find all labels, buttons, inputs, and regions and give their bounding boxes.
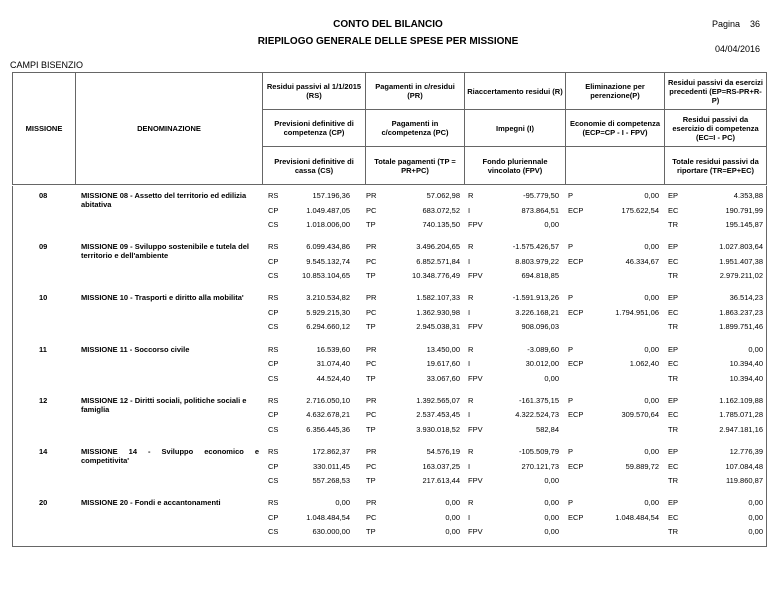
header-cell: Fondo pluriennale vincolato (FPV) [465, 147, 566, 185]
value-cell: 0,00 [748, 512, 763, 522]
value-label: PR [366, 293, 377, 303]
value-label: PC [366, 307, 377, 317]
value-cell: 1.162.109,88 [719, 395, 763, 405]
value-label: CP [268, 307, 279, 317]
value-label: TR [668, 322, 678, 332]
value-label: P [568, 191, 574, 200]
value-cell: 1.027.803,64 [719, 242, 763, 252]
value-cell: 0,00 [445, 512, 460, 522]
value-cell: 740.135,50 [422, 220, 460, 229]
value-cell: 0,00 [644, 293, 659, 303]
value-label: CS [268, 373, 279, 383]
value-cell: 10.853.104,65 [302, 271, 350, 281]
value-label: TP [366, 527, 376, 537]
value-label: P [568, 395, 574, 405]
value-cell: 3.930.018,52 [416, 424, 460, 434]
value-label: CS [268, 271, 279, 281]
mission-row [13, 240, 766, 291]
value-cell: 0,00 [644, 242, 659, 252]
value-cell: 6.099.434,86 [306, 242, 350, 252]
header-cell: Totale residui passivi da riportare (TR=EP+EC) [665, 147, 767, 185]
value-label: ECP [568, 307, 584, 317]
value-cell: 10.394,40 [729, 373, 763, 383]
value-cell: -95.779,50 [523, 191, 559, 200]
value-label: R [468, 447, 474, 456]
value-cell: 694.818,85 [521, 271, 559, 281]
value-label: RS [268, 447, 279, 456]
value-label: TP [366, 220, 376, 229]
value-label: R [468, 242, 474, 252]
mission-code: 08 [39, 191, 48, 200]
value-cell: -105.509,79 [518, 447, 559, 456]
value-cell: 0,00 [544, 498, 559, 508]
value-label: CP [268, 461, 279, 471]
value-label: I [468, 307, 471, 317]
header-cell: Economie di competenza (ECP=CP - I - FPV) [566, 110, 665, 147]
value-cell: 172.862,37 [312, 447, 350, 456]
value-cell: 630.000,00 [312, 527, 350, 537]
value-cell: 30.012,00 [525, 359, 559, 369]
value-cell: 1.863.237,23 [719, 307, 763, 317]
value-label: EP [668, 447, 679, 456]
value-label: PR [366, 344, 377, 354]
mission-name: MISSIONE 09 - Sviluppo sostenibile e tutela del territorio e dell'ambiente [81, 242, 249, 261]
value-label: CP [268, 512, 279, 522]
value-cell: 8.803.979,22 [515, 256, 559, 266]
value-cell: 163.037,25 [422, 461, 460, 471]
value-cell: 10.348.776,49 [412, 271, 460, 281]
value-label: EP [668, 498, 679, 508]
mission-name: MISSIONE 20 - Fondi e accantonamenti [81, 498, 221, 508]
value-label: TR [668, 373, 678, 383]
value-label: EC [668, 205, 679, 215]
value-cell: 44.524,40 [316, 373, 350, 383]
value-label: PR [366, 242, 377, 252]
value-label: TP [366, 476, 376, 485]
value-label: FPV [468, 220, 483, 229]
value-cell: 873.864,51 [521, 205, 559, 215]
value-label: ECP [568, 410, 584, 420]
header-cell: Previsioni definitive di cassa (CS) [263, 147, 366, 185]
mission-name: MISSIONE 14 - Sviluppo economico e competitivita' [81, 447, 259, 465]
value-cell: 1.048.484,54 [615, 512, 659, 522]
value-label: FPV [468, 476, 483, 485]
value-cell: 309.570,64 [621, 410, 659, 420]
value-label: CP [268, 205, 279, 215]
value-label: RS [268, 293, 279, 303]
mission-name: MISSIONE 12 - Diritti sociali, politiche sociali e famiglia [81, 395, 247, 414]
value-label: PC [366, 512, 377, 522]
value-label: TR [668, 527, 678, 537]
page-label: Pagina [711, 19, 740, 29]
value-cell: 0,00 [544, 512, 559, 522]
value-label: ECP [568, 512, 584, 522]
value-label: ECP [568, 205, 584, 215]
value-label: I [468, 461, 471, 471]
value-cell: 0,00 [544, 527, 559, 537]
value-label: PC [366, 461, 377, 471]
value-cell: -1.591.913,26 [512, 293, 559, 303]
value-label: CS [268, 322, 279, 332]
value-label: R [468, 191, 474, 200]
value-label: PR [366, 498, 377, 508]
value-label: I [468, 205, 471, 215]
value-cell: 2.716.050,10 [306, 395, 350, 405]
value-cell: 0,00 [445, 527, 460, 537]
value-label: CS [268, 424, 279, 434]
value-label: P [568, 498, 574, 508]
header-cell: Residui passivi da esercizi precedenti (EP=RS-PR+R-P) [665, 73, 767, 110]
value-cell: 582,84 [536, 424, 559, 434]
value-label: R [468, 293, 474, 303]
value-cell: 0,00 [748, 344, 763, 354]
value-cell: 330.011,45 [313, 461, 350, 471]
value-label: FPV [468, 322, 483, 332]
value-label: EC [668, 512, 679, 522]
value-label: PR [366, 447, 377, 456]
value-label: RS [268, 242, 279, 252]
value-cell: -3.089,60 [527, 344, 559, 354]
value-label: EP [668, 293, 679, 303]
value-label: RS [268, 344, 279, 354]
value-cell: 36.514,23 [729, 293, 763, 303]
value-cell: 1.582.107,33 [416, 293, 460, 303]
mission-name: MISSIONE 10 - Trasporti e diritto alla mobilita' [81, 293, 244, 303]
value-cell: 0,00 [748, 527, 763, 537]
value-cell: 195.145,87 [725, 220, 763, 229]
value-label: P [568, 447, 574, 456]
value-cell: 0,00 [335, 498, 350, 508]
value-label: ECP [568, 359, 584, 369]
value-cell: 190.791,99 [725, 205, 763, 215]
value-label: ECP [568, 461, 584, 471]
value-cell: 107.084,48 [725, 461, 763, 471]
mission-row [13, 291, 766, 342]
value-cell: 1.362.930,98 [416, 307, 460, 317]
page-indicator [712, 19, 760, 29]
value-cell: -1.575.426,57 [512, 242, 559, 252]
value-cell: 0,00 [644, 498, 659, 508]
header-cell: Pagamenti in c/residui (PR) [366, 73, 465, 110]
value-cell: 175.622,54 [621, 205, 659, 215]
mission-row [13, 189, 766, 240]
header-cell: Residui passivi da esercizio di competenza (EC=I - PC) [665, 110, 767, 147]
value-cell: 3.226.168,21 [515, 307, 559, 317]
value-label: TR [668, 476, 678, 485]
value-label: FPV [468, 424, 483, 434]
value-cell: 0,00 [644, 344, 659, 354]
report-title: CONTO DEL BILANCIO [333, 19, 443, 30]
value-label: PC [366, 256, 377, 266]
value-label: TP [366, 322, 376, 332]
value-cell: 19.617,60 [426, 359, 460, 369]
value-label: P [568, 293, 574, 303]
header-cell [566, 147, 665, 185]
mission-row [13, 496, 766, 547]
value-cell: 557.268,53 [312, 476, 350, 485]
value-label: R [468, 344, 474, 354]
value-cell: 1.018.006,00 [306, 220, 350, 229]
value-cell: 4.322.524,73 [515, 410, 559, 420]
mission-name: MISSIONE 11 - Soccorso civile [81, 344, 190, 354]
value-label: CS [268, 527, 279, 537]
value-cell: 157.196,36 [312, 191, 350, 200]
value-cell: 908.096,03 [521, 322, 559, 332]
value-label: TP [366, 424, 376, 434]
value-label: FPV [468, 527, 483, 537]
value-cell: 0,00 [644, 447, 659, 456]
value-label: TR [668, 271, 678, 281]
value-cell: 4.353,88 [733, 191, 763, 200]
value-label: EC [668, 461, 679, 471]
value-label: PC [366, 410, 377, 420]
value-cell: 270.121,73 [521, 461, 559, 471]
value-label: TP [366, 373, 376, 383]
header-cell: Pagamenti in c/competenza (PC) [366, 110, 465, 147]
report-date: 04/04/2016 [714, 44, 760, 54]
value-cell: 6.852.571,84 [416, 256, 460, 266]
header-cell: Eliminazione per perenzione(P) [566, 73, 665, 110]
value-cell: 0,00 [748, 498, 763, 508]
value-cell: 5.929.215,30 [306, 307, 350, 317]
value-label: CP [268, 410, 279, 420]
header-cell: Residui passivi al 1/1/2015 (RS) [263, 73, 366, 110]
value-label: TP [366, 271, 376, 281]
value-cell: 1.899.751,46 [719, 322, 763, 332]
value-cell: 1.392.565,07 [416, 395, 460, 405]
value-label: RS [268, 498, 279, 508]
value-cell: 54.576,19 [426, 447, 460, 456]
value-label: EC [668, 359, 679, 369]
value-cell: 2.979.211,02 [719, 271, 763, 281]
value-cell: 2.537.453,45 [416, 410, 460, 420]
value-cell: 12.776,39 [729, 447, 763, 456]
value-label: R [468, 395, 474, 405]
value-label: ECP [568, 256, 584, 266]
value-label: P [568, 242, 574, 252]
value-label: CP [268, 256, 279, 266]
value-label: PC [366, 205, 377, 215]
value-label: I [468, 512, 471, 522]
value-cell: 6.356.445,36 [306, 424, 350, 434]
value-cell: 1.062,40 [629, 359, 659, 369]
value-cell: 217.613,44 [422, 476, 460, 485]
value-cell: 0,00 [544, 373, 559, 383]
mission-code: 11 [39, 344, 47, 354]
value-cell: 13.450,00 [426, 344, 460, 354]
value-label: FPV [468, 271, 483, 281]
value-cell: 16.539,60 [316, 344, 350, 354]
value-cell: 0,00 [644, 191, 659, 200]
header-cell: Previsioni definitive di competenza (CP) [263, 110, 366, 147]
value-label: PR [366, 191, 377, 200]
value-label: R [468, 498, 474, 508]
value-cell: 683.072,52 [422, 205, 460, 215]
mission-code: 20 [39, 498, 48, 508]
table-header [12, 72, 767, 185]
value-cell: 0,00 [644, 395, 659, 405]
value-cell: 3.496.204,65 [416, 242, 460, 252]
value-label: I [468, 410, 471, 420]
mission-row [13, 394, 766, 445]
value-label: EP [668, 191, 679, 200]
report-subtitle: RIEPILOGO GENERALE DELLE SPESE PER MISSIONE [257, 36, 519, 47]
header-cell: Impegni (I) [465, 110, 566, 147]
value-label: PR [366, 395, 377, 405]
value-cell: 2.947.181,16 [719, 424, 763, 434]
mission-row [13, 445, 766, 496]
value-cell: 10.394,40 [729, 359, 763, 369]
mission-code: 09 [39, 242, 48, 252]
value-label: RS [268, 191, 279, 200]
value-label: FPV [468, 373, 483, 383]
value-cell: 59.889,72 [625, 461, 659, 471]
value-cell: 46.334,67 [625, 256, 659, 266]
mission-code: 14 [39, 447, 48, 456]
value-cell: 1.049.487,05 [306, 205, 350, 215]
value-label: I [468, 359, 471, 369]
value-label: EP [668, 395, 679, 405]
value-cell: 0,00 [544, 476, 559, 485]
value-cell: 57.062,98 [426, 191, 460, 200]
mission-row [13, 343, 766, 394]
value-label: TR [668, 220, 678, 229]
value-label: PC [366, 359, 377, 369]
value-label: EP [668, 344, 679, 354]
value-cell: 1.794.951,06 [615, 307, 659, 317]
value-label: EC [668, 307, 679, 317]
mission-code: 10 [39, 293, 48, 303]
value-cell: 6.294.660,12 [306, 322, 350, 332]
value-cell: 9.545.132,74 [306, 256, 350, 266]
value-cell: 1.048.484,54 [306, 512, 350, 522]
value-cell: 3.210.534,82 [306, 293, 350, 303]
value-cell: 0,00 [544, 220, 559, 229]
value-label: EC [668, 410, 679, 420]
value-label: CS [268, 476, 279, 485]
value-cell: 31.074,40 [316, 359, 350, 369]
value-cell: 1.785.071,28 [719, 410, 763, 420]
value-cell: 0,00 [445, 498, 460, 508]
value-label: P [568, 344, 574, 354]
ente-name: CAMPI BISENZIO [10, 60, 84, 70]
table-body [12, 186, 767, 547]
value-label: TR [668, 424, 678, 434]
value-cell: -161.375,15 [518, 395, 559, 405]
header-denominazione: DENOMINAZIONE [76, 73, 263, 185]
value-label: RS [268, 395, 279, 405]
value-label: CP [268, 359, 279, 369]
value-label: CS [268, 220, 279, 229]
value-cell: 2.945.038,31 [416, 322, 460, 332]
value-cell: 4.632.678,21 [306, 410, 350, 420]
value-cell: 33.067,60 [426, 373, 460, 383]
value-label: EC [668, 256, 679, 266]
mission-name: MISSIONE 08 - Assetto del territorio ed edilizia abitativa [81, 191, 247, 209]
header-missione: MISSIONE [13, 73, 76, 185]
value-cell: 119.860,87 [726, 476, 763, 485]
value-cell: 1.951.407,38 [719, 256, 763, 266]
value-label: I [468, 256, 471, 266]
page-number: 36 [749, 19, 760, 29]
header-cell: Riaccertamento residui (R) [465, 73, 566, 110]
mission-code: 12 [39, 395, 48, 405]
value-label: EP [668, 242, 679, 252]
header-cell: Totale pagamenti (TP = PR+PC) [366, 147, 465, 185]
